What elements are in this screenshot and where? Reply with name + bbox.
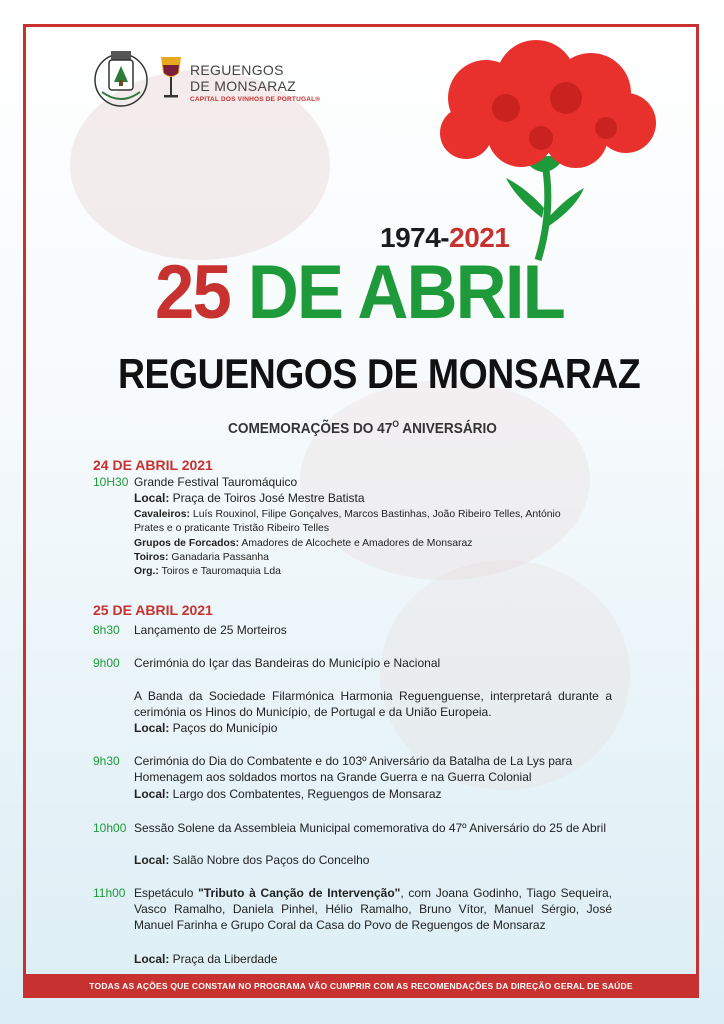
day2-e3-text: Cerimónia do Dia do Combatente e do 103º Aniversário da Batalha de La Lys para Homenagem aos soldados mortos na Grande Guerra e na Guerra Colonial [134, 754, 573, 784]
subtitle-ordinal: O [392, 419, 399, 429]
title-words: DE ABRIL [247, 250, 564, 335]
subtitle-text-end: ANIVERSÁRIO [398, 420, 497, 437]
day1-cav-label: Cavaleiros: [134, 509, 191, 520]
day2-e5-pre: Espetáculo [134, 886, 199, 900]
day2-e3-local [134, 786, 442, 802]
year-start: 1974- [380, 222, 450, 253]
day1-date: 24 DE ABRIL 2021 [93, 457, 213, 473]
day2-e3-local-label: Local: [134, 787, 170, 801]
day1-org [134, 564, 281, 579]
day2-e5-local-label: Local: [134, 952, 170, 966]
day2-e5-post: , com Joana Godinho, Tiago Sequeira, Vasco Ramalho, Daniela Pinhel, Hélio Ramalho, Bruno Vítor, Manuel Sérgio, José Manuel Farinha e Grupo Coral da Casa do Povo de Reguengos de Monsaraz [134, 886, 613, 932]
brand-name-line1: REGUENGOS [190, 62, 284, 78]
day1-event: Grande Festival Tauromáquico [134, 475, 298, 489]
day1-toiros-value: Ganadaria Passanha [168, 552, 269, 563]
day2-e2-text: Cerimónia do Içar das Bandeiras do Município e Nacional [134, 656, 441, 670]
main-title [155, 250, 564, 335]
brand-tagline: CAPITAL DOS VINHOS DE PORTUGAL® [190, 96, 321, 103]
day2-e3-local-value: Largo dos Combatentes, Reguengos de Monsaraz [169, 787, 442, 801]
day1-local [134, 490, 365, 506]
day1-forc-label: Grupos de Forcados: [134, 538, 240, 549]
day2-e2-time: 9h00 [93, 656, 120, 670]
subtitle [228, 419, 497, 437]
day2-e4-local-label: Local: [134, 853, 170, 867]
day2-e2-local-value: Paços do Município [169, 721, 278, 735]
day2-e5-text [134, 885, 612, 933]
day2-e4-text: Sessão Solene da Assembleia Municipal comemorativa do 47º Aniversário do 25 de Abril [134, 821, 606, 835]
day1-org-label: Org.: [134, 566, 159, 577]
day1-local-value: Praça de Toiros José Mestre Batista [169, 491, 365, 505]
day1-forcados [134, 536, 472, 551]
day1-toiros-label: Toiros: [134, 552, 169, 563]
title-number: 25 [155, 250, 230, 335]
municipal-crest-icon [92, 48, 150, 108]
day2-e5-local-value: Praça da Liberdade [169, 952, 278, 966]
brand-name-line2: DE MONSARAZ [190, 78, 296, 94]
day1-forc-value: Amadores de Alcochete e Amadores de Monsaraz [239, 538, 473, 549]
day1-cavaleiros [134, 507, 561, 522]
day1-cavaleiros-cont: Prates e o praticante Tristão Ribeiro Telles [134, 523, 330, 534]
day2-e5-time: 11h00 [93, 886, 126, 900]
day2-e4-time: 10h00 [93, 821, 127, 835]
day1-cav-value1: Luís Rouxinol, Filipe Gonçalves, Marcos Bastinhas, João Ribeiro Telles, António [190, 509, 561, 520]
day2-e1-time: 8h30 [93, 623, 120, 637]
day2-e3-time: 9h30 [93, 754, 120, 768]
day1-local-label: Local: [134, 491, 170, 505]
day1-org-value: Toiros e Tauromaquia Lda [158, 566, 281, 577]
city-title: REGUENGOS DE MONSARAZ [118, 350, 641, 397]
day2-e2-local [134, 720, 277, 736]
day2-e5-title: "Tributo à Canção de Intervenção" [198, 886, 401, 900]
day2-e4-local [134, 852, 369, 868]
subtitle-text: COMEMORAÇÕES DO 47 [228, 420, 393, 437]
day2-e1-text: Lançamento de 25 Morteiros [134, 623, 287, 637]
day1-toiros [134, 550, 269, 565]
footer-notice: TODAS AS AÇÕES QUE CONSTAM NO PROGRAMA VÃO CUMPRIR COM AS RECOMENDAÇÕES DA DIREÇÃO GERAL DE SAÚDE [23, 974, 699, 998]
day2-e2-extra: A Banda da Sociedade Filarmónica Harmonia Reguenguense, interpretará durante a cerimónia os Hinos do Município, de Portugal e da União Europeia. [134, 689, 612, 719]
day2-e4-local-value: Salão Nobre dos Paços do Concelho [169, 853, 370, 867]
wine-glass-logo-icon [159, 55, 183, 103]
day2-e2-local-label: Local: [134, 721, 170, 735]
year-end: 2021 [449, 222, 510, 253]
day2-e5-local [134, 951, 277, 967]
day1-time: 10H30 [93, 475, 129, 489]
day2-date: 25 DE ABRIL 2021 [93, 602, 213, 618]
